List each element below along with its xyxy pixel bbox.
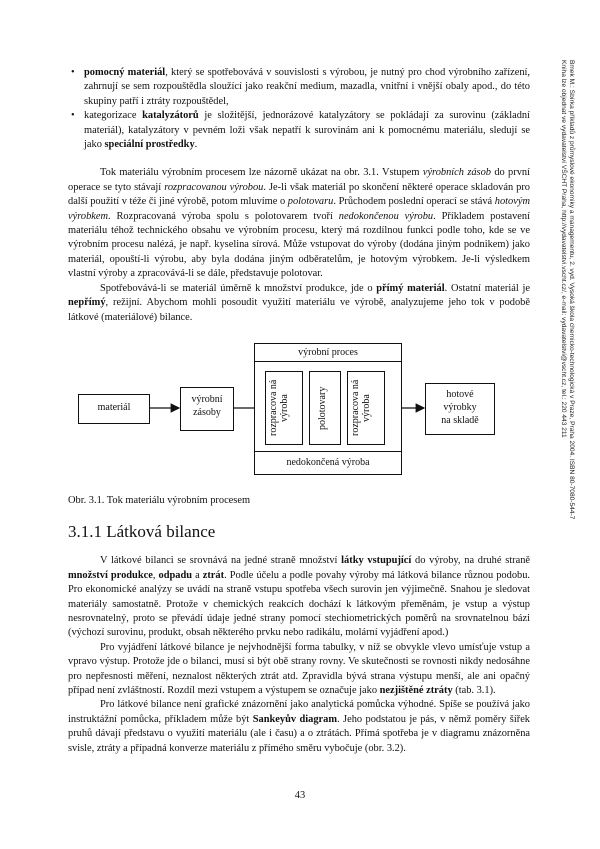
proces-label: výrobní proces xyxy=(298,346,358,358)
bold-term: katalyzátorů xyxy=(142,110,199,122)
zasoby-label-2: zásoby xyxy=(193,406,221,418)
hotove-label-3: na skladě xyxy=(441,414,479,426)
hotove-label-1: hotové xyxy=(446,388,474,400)
col2-label: polotovary xyxy=(317,386,328,430)
page-number: 43 xyxy=(294,790,306,801)
bullet-item xyxy=(68,109,530,152)
col1-label: rozpracova ná výroba xyxy=(268,379,290,437)
hotove-label-2: výrobky xyxy=(443,401,477,413)
bullet-text: je složitější, jednorázové katalyzátory se pokládají za surovinu (základní materiál), katalyzátory v pevném loži však nepatří k surovinám ani k pomocnému materiálu, sledují se jako xyxy=(84,110,531,151)
figure-caption: Obr. 3.1. Tok materiálu výrobním procesem xyxy=(68,494,251,506)
bullet-icon: • xyxy=(71,110,75,122)
paragraph: Pro látkové bilance není grafické znázornění jako analytická pomůcka výhodné. Spíše se používá jako instruktážní pomůcka, příkladem může být Sankeyův diagram. Jeho podstatou je pás, v němž poměry šířek pruhů dávají představu o využití materiálu (ale i času) a o ztrátách. Přímá spotřeba je v diagramu znázorněna svisle, ztráty a případná konverze materiálu z přímého směru vybočuje (obr. 3.2). xyxy=(68,699,530,754)
paragraph: V látkové bilanci se srovnává na jedné straně množství látky vstupující do výroby, na druhé straně množství produkce, odpadu a ztrát. Podle účelu a podle povahy výroby má látková bilance různou podobu. Pro ekonomické analýzy se uvádí na straně vstupu spotřeba všech surovin jen výjimečně. Snahou je sledovat materiály samostatně. Protože v chemických reakcích dochází k látkovým přeměnám, je vstup a výstup nesrovnatelný, proto se převádí údaje jedné strany pomocí stechiometrických poměrů na srovnatelnou bázi (výchozí surovinu, produkt, obsah některého prvku nebo radikálu, molární vyjádření apod.) xyxy=(68,555,531,639)
bullet-icon: • xyxy=(71,67,75,78)
side-citation-line1: Bmek M.: Sbírka příkladů z průmyslové ekonomiky a managementu, 2. vyd. Vysoká škola chemicko-technologická v Praze, Praha 2004. ISBN 80-7080-544-7 xyxy=(568,60,575,520)
material-label: materiál xyxy=(97,401,131,413)
zasoby-label-1: výrobní xyxy=(191,393,223,405)
paragraph: Spotřebovává-li se materiál úměrně k množství produkce, jde o přímý materiál. Ostatní materiál je nepřímý, režijní. Abychom mohli posoudit využití materiálu ve výrobě, analyzujeme jeho tok v podobě látkové (materiálové) bilance. xyxy=(68,282,530,323)
bold-term: speciální prostředky xyxy=(104,139,195,151)
side-citation-line2: Kniha lze objednat ve vydavatelství VŠCHT Praha, http://vydavatelstvi.vscht.cz/, e-mail: vydavatelstvi@vscht.cz, tel.: 220 443 211 xyxy=(560,60,567,438)
nedokoncena-label: nedokončená výroba xyxy=(286,456,370,468)
paragraph: Tok materiálu výrobním procesem lze názorně ukázat na obr. 3.1. Vstupem výrobních zásob do první operace se tyto stávají rozpracovanou výrobou. Je-li však materiál po skončení některé operace skladován pro další použití v téže či jiné výrobě, potom mluvíme o polotovaru. Průchodem poslední operací se stává hotovým výrobkem. Rozpracovaná výroba spolu s polotovarem tvoří nedokončenou výrobu. Příkladem postavení materiálu téhož technického obsahu ve výrobním procesu, který má rozdílnou funkci podle toho, kde se ve výrobním procesu nalézá, je např. kyselina sírová. Může vstupovat do výroby (dodána jiným podnikem) jako materiál, opouští-li výrobu, aby byla dodána jiným odběratelům, je hotovým výrobkem. Je-li výsledkem vlastní výroby a zpracovává-li se dále, představuje polotovar. xyxy=(68,167,530,280)
col3-label: rozpracova ná výroba xyxy=(350,379,372,437)
bullet-item xyxy=(68,66,530,109)
material-flow-diagram xyxy=(68,333,530,488)
side-citation xyxy=(561,60,575,620)
page-content xyxy=(68,66,530,756)
bullet-text: kategorizace xyxy=(84,110,143,122)
bold-term: pomocný materiál xyxy=(84,67,166,78)
paragraph: Pro vyjádření látkové bilance je nejvhodnější forma tabulky, v níž se obvykle vlevo umísťuje vstup a vpravo výstup. Protože jde o bilanci, musí si být obě strany rovny. Ve skutečnosti se rovnosti nikdy nedosáhne pro nepřesnosti měření, neznalost některých ztrát atd. Zpravidla bývá strana výstupu menší, ale ani opačný případ není zvláštností. Rozdíl mezi vstupem a výstupem se označuje jako nezjištěné ztráty (tab. 3.1). xyxy=(68,641,530,696)
bullet-text: , který se spotřebovává v souvislosti s výrobou, je nutný pro chod výrobního zařízení, zahrnují se sem rozpouštědla sloužící jako reakční medium, mazadla, vnitřní i vnější obaly apod., do této skupiny patří i ztráty rozpouštědel, xyxy=(84,67,530,107)
bullet-text: . xyxy=(194,139,198,151)
section-heading: 3.1.1 Látková bilance xyxy=(68,522,216,542)
